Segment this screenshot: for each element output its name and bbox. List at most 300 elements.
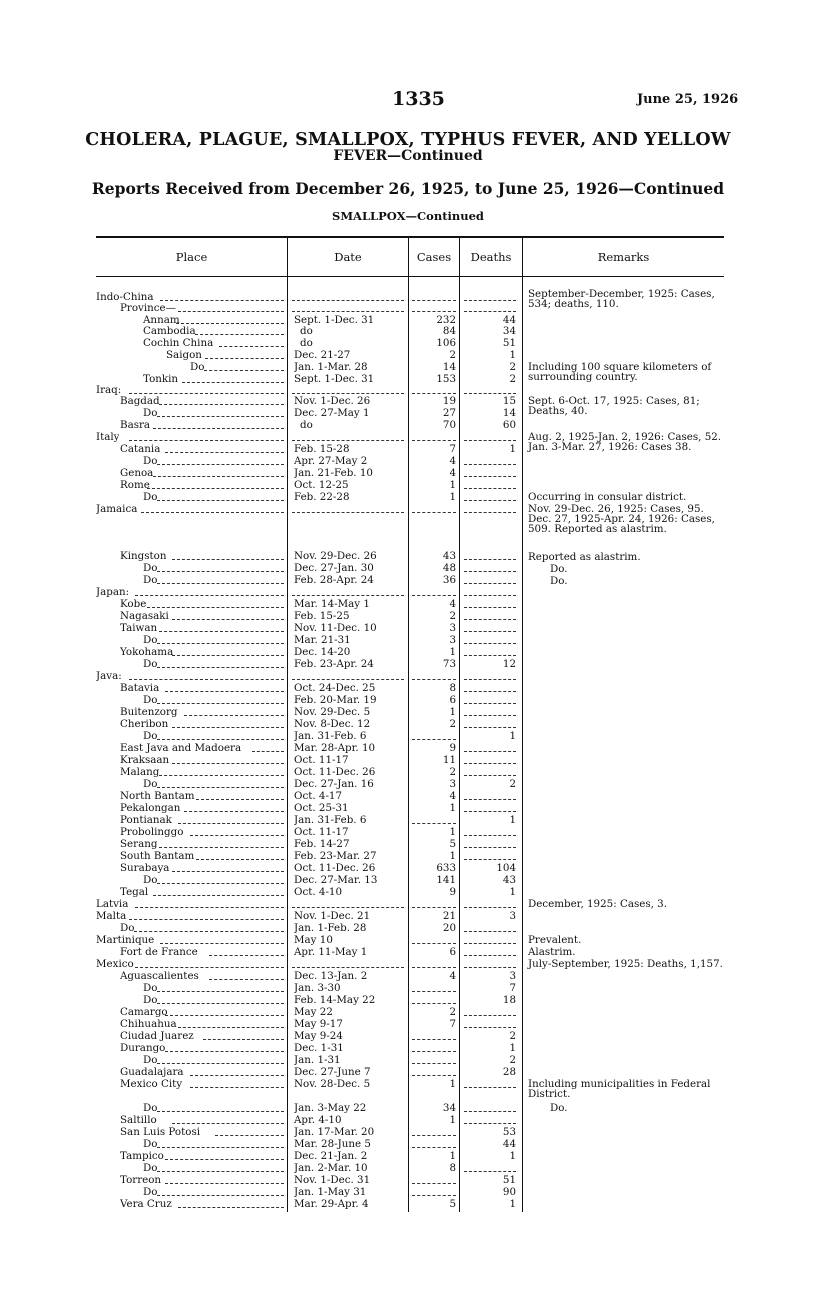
- leader-dots: [157, 703, 284, 704]
- place-cell: Genoa: [120, 468, 154, 479]
- cases-cell: 5: [449, 838, 456, 850]
- cases-cell: 20: [442, 922, 456, 934]
- cases-cell: 141: [436, 874, 456, 886]
- date-cell: Feb. 23-Apr. 24: [294, 659, 374, 670]
- cases-cell: 1: [449, 850, 456, 862]
- place-cell: Taiwan: [120, 623, 158, 634]
- place-cell: Japan:: [96, 587, 130, 598]
- header-rule: [96, 276, 724, 277]
- leader-dots: [464, 488, 516, 489]
- place-cell: Iraq:: [96, 385, 122, 396]
- deaths-cell: 43: [502, 874, 516, 886]
- leader-dots: [464, 1123, 516, 1124]
- cases-cell: 43: [442, 550, 456, 562]
- place-cell: Do: [120, 923, 135, 934]
- place-cell: Do: [143, 1055, 158, 1066]
- leader-dots: [178, 823, 284, 824]
- page-number: 1335: [392, 88, 445, 110]
- deaths-cell: 90: [502, 1186, 516, 1198]
- date-cell: May 22: [294, 1007, 333, 1018]
- place-cell: Latvia: [96, 899, 129, 910]
- leader-dots: [190, 835, 284, 836]
- leader-dots: [464, 512, 516, 513]
- leader-dots: [292, 311, 404, 312]
- leader-dots: [412, 311, 456, 312]
- place-cell: Do: [143, 695, 158, 706]
- place-cell: Cochin China: [143, 338, 214, 349]
- place-cell: Do: [143, 1139, 158, 1150]
- leader-dots: [172, 655, 284, 656]
- leader-dots: [292, 907, 404, 908]
- leader-dots: [412, 907, 456, 908]
- place-cell: Bagdad: [120, 396, 160, 407]
- leader-dots: [165, 1015, 284, 1016]
- place-cell: Basra: [120, 420, 151, 431]
- cases-cell: 70: [442, 419, 456, 431]
- leader-dots: [157, 667, 284, 668]
- remark-text: Do.: [550, 1102, 568, 1114]
- leader-dots: [195, 334, 284, 335]
- leader-dots: [190, 1075, 284, 1076]
- cases-cell: 232: [436, 314, 456, 326]
- place-cell: Do: [143, 563, 158, 574]
- leader-dots: [412, 823, 456, 824]
- leader-dots: [464, 1027, 516, 1028]
- leader-dots: [160, 300, 284, 301]
- leader-dots: [464, 571, 516, 572]
- date-cell: Dec. 13-Jan. 2: [294, 971, 368, 982]
- leader-dots: [412, 393, 456, 394]
- leader-dots: [160, 943, 284, 944]
- leader-dots: [464, 835, 516, 836]
- leader-dots: [464, 775, 516, 776]
- leader-dots: [464, 907, 516, 908]
- deaths-cell: 1: [509, 886, 516, 898]
- date-cell: Mar. 21-31: [294, 635, 351, 646]
- leader-dots: [209, 955, 284, 956]
- leader-dots: [412, 595, 456, 596]
- deaths-cell: 1: [509, 1198, 516, 1210]
- cases-cell: 2: [449, 1006, 456, 1018]
- date-cell: Oct. 12-25: [294, 480, 349, 491]
- place-cell: Rome: [120, 480, 150, 491]
- leader-dots: [464, 703, 516, 704]
- cases-cell: 2: [449, 766, 456, 778]
- place-cell: Probolinggo: [120, 827, 184, 838]
- place-cell: Do: [143, 635, 158, 646]
- leader-dots: [412, 1039, 456, 1040]
- remark-text: Including municipalities in Federal District.: [528, 1078, 711, 1100]
- date-cell: Nov. 1-Dec. 21: [294, 911, 371, 922]
- leader-dots: [412, 1195, 456, 1196]
- date-cell: Jan. 2-Mar. 10: [294, 1163, 368, 1174]
- leader-dots: [165, 691, 284, 692]
- leader-dots: [412, 943, 456, 944]
- date-cell: May 9-17: [294, 1019, 343, 1030]
- cases-cell: 9: [449, 886, 456, 898]
- date-cell: Sept. 1-Dec. 31: [294, 315, 375, 326]
- leader-dots: [292, 440, 404, 441]
- place-cell: Catania: [120, 444, 161, 455]
- place-cell: Tegal: [120, 887, 149, 898]
- leader-dots: [129, 919, 284, 920]
- leader-dots: [464, 1015, 516, 1016]
- place-cell: Do: [143, 731, 158, 742]
- cases-cell: 5: [449, 1198, 456, 1210]
- place-cell: Serang: [120, 839, 158, 850]
- date-cell: Mar. 28-June 5: [294, 1139, 371, 1150]
- cases-cell: 6: [449, 694, 456, 706]
- column-header-place: Place: [175, 250, 208, 264]
- leader-dots: [157, 583, 284, 584]
- place-cell: Java:: [96, 671, 122, 682]
- deaths-cell: 51: [502, 1174, 516, 1186]
- leader-dots: [205, 358, 284, 359]
- remark-text: Do.: [550, 575, 568, 587]
- place-cell: Do: [143, 995, 158, 1006]
- cases-cell: 73: [442, 658, 456, 670]
- place-cell: Province—: [120, 303, 176, 314]
- date-cell: Oct. 4-10: [294, 887, 343, 898]
- cases-cell: 84: [442, 325, 456, 337]
- cases-cell: 633: [436, 862, 456, 874]
- cases-cell: 3: [449, 634, 456, 646]
- place-cell: Kraksaan: [120, 755, 170, 766]
- leader-dots: [464, 859, 516, 860]
- place-cell: Guadalajara: [120, 1067, 184, 1078]
- date-cell: Feb. 15-25: [294, 611, 350, 622]
- leader-dots: [464, 476, 516, 477]
- cases-cell: 1: [449, 826, 456, 838]
- place-cell: Surabaya: [120, 863, 170, 874]
- date-cell: Oct. 11-17: [294, 755, 349, 766]
- leader-dots: [184, 811, 284, 812]
- leader-dots: [412, 1183, 456, 1184]
- leader-dots: [157, 991, 284, 992]
- date-cell: Dec. 27-Jan. 30: [294, 563, 374, 574]
- leader-dots: [464, 583, 516, 584]
- leader-dots: [464, 607, 516, 608]
- place-cell: Malta: [96, 911, 127, 922]
- place-cell: Do: [190, 362, 205, 373]
- place-cell: Do: [143, 1163, 158, 1174]
- date-cell: Feb. 15-28: [294, 444, 350, 455]
- date-cell: Jan. 3-May 22: [294, 1103, 367, 1114]
- leader-dots: [464, 393, 516, 394]
- cases-cell: 19: [442, 395, 456, 407]
- leader-dots: [157, 500, 284, 501]
- cases-cell: 4: [449, 598, 456, 610]
- remark-text: Nov. 29-Dec. 26, 1925: Cases, 95. Dec. 27, 1925-Apr. 24, 1926: Cases, 509. Reported as alastrim.: [528, 503, 715, 535]
- deaths-cell: 1: [509, 814, 516, 826]
- cases-cell: 4: [449, 467, 456, 479]
- date-cell: Jan. 31-Feb. 6: [294, 731, 367, 742]
- cases-cell: 4: [449, 790, 456, 802]
- column-header-date: Date: [334, 250, 362, 264]
- leader-dots: [464, 655, 516, 656]
- place-cell: Pekalongan: [120, 803, 181, 814]
- cases-cell: 2: [449, 718, 456, 730]
- date-cell: Jan. 17-Mar. 20: [294, 1127, 375, 1138]
- leader-dots: [464, 955, 516, 956]
- leader-dots: [412, 440, 456, 441]
- leader-dots: [141, 512, 284, 513]
- leader-dots: [157, 464, 284, 465]
- deaths-cell: 1: [509, 730, 516, 742]
- leader-dots: [157, 571, 284, 572]
- remark-text: Including 100 square kilometers of surrounding country.: [528, 361, 712, 383]
- deaths-cell: 18: [502, 994, 516, 1006]
- leader-dots: [464, 679, 516, 680]
- leader-dots: [464, 751, 516, 752]
- date-cell: Jan. 1-May 31: [294, 1187, 367, 1198]
- leader-dots: [176, 323, 284, 324]
- cases-cell: 8: [449, 682, 456, 694]
- deaths-cell: 53: [502, 1126, 516, 1138]
- deaths-cell: 2: [509, 373, 516, 385]
- leader-dots: [178, 311, 284, 312]
- cases-cell: 34: [442, 1102, 456, 1114]
- deaths-cell: 28: [502, 1066, 516, 1078]
- leader-dots: [203, 1039, 284, 1040]
- cases-cell: 6: [449, 946, 456, 958]
- date-cell: Apr. 27-May 2: [294, 456, 368, 467]
- leader-dots: [464, 1171, 516, 1172]
- date-cell: Feb. 28-Apr. 24: [294, 575, 374, 586]
- leader-dots: [135, 967, 284, 968]
- cases-cell: 1: [449, 491, 456, 503]
- place-cell: Cambodia: [143, 326, 196, 337]
- place-cell: Do: [143, 408, 158, 419]
- cases-cell: 1: [449, 802, 456, 814]
- leader-dots: [464, 300, 516, 301]
- date-cell: Mar. 28-Apr. 10: [294, 743, 376, 754]
- deaths-cell: 1: [509, 443, 516, 455]
- leader-dots: [134, 931, 284, 932]
- deaths-cell: 3: [509, 970, 516, 982]
- deaths-cell: 104: [496, 862, 516, 874]
- date-cell: Nov. 8-Dec. 12: [294, 719, 371, 730]
- date-cell: Feb. 20-Mar. 19: [294, 695, 377, 706]
- cases-cell: 2: [449, 349, 456, 361]
- date-cell: Dec. 21-Jan. 2: [294, 1151, 368, 1162]
- place-cell: Tonkin: [143, 374, 179, 385]
- place-cell: Chihuahua: [120, 1019, 177, 1030]
- leader-dots: [464, 595, 516, 596]
- leader-dots: [157, 416, 284, 417]
- cases-cell: 7: [449, 443, 456, 455]
- place-cell: San Luis Potosi: [120, 1127, 201, 1138]
- date-cell: Nov. 29-Dec. 5: [294, 707, 371, 718]
- date-cell: Nov. 11-Dec. 10: [294, 623, 377, 634]
- place-cell: Kingston: [120, 551, 167, 562]
- cases-cell: 27: [442, 407, 456, 419]
- cases-cell: 7: [449, 1018, 456, 1030]
- place-cell: Nagasaki: [120, 611, 169, 622]
- leader-dots: [157, 1171, 284, 1172]
- column-header-cases: Cases: [416, 250, 452, 264]
- date-cell: Oct. 11-Dec. 26: [294, 767, 376, 778]
- leader-dots: [135, 595, 284, 596]
- remark-text: September-December, 1925: Cases, 534; deaths, 110.: [528, 288, 715, 310]
- leader-dots: [135, 907, 284, 908]
- date-cell: Nov. 28-Dec. 5: [294, 1079, 371, 1090]
- deaths-cell: 7: [509, 982, 516, 994]
- deaths-cell: 51: [502, 337, 516, 349]
- leader-dots: [209, 979, 284, 980]
- deaths-cell: 1: [509, 1042, 516, 1054]
- deaths-cell: 12: [502, 658, 516, 670]
- place-cell: North Bantam: [120, 791, 195, 802]
- date-cell: do: [300, 326, 313, 337]
- column-divider: [522, 237, 523, 1212]
- leader-dots: [157, 787, 284, 788]
- leader-dots: [412, 967, 456, 968]
- deaths-cell: 44: [502, 1138, 516, 1150]
- remark-text: Alastrim.: [528, 946, 576, 958]
- place-cell: South Bantam: [120, 851, 195, 862]
- place-cell: Fort de France: [120, 947, 198, 958]
- cases-cell: 11: [442, 754, 456, 766]
- deaths-cell: 2: [509, 361, 516, 373]
- remark-text: Do.: [550, 563, 568, 575]
- place-cell: Tampico: [120, 1151, 164, 1162]
- leader-dots: [412, 991, 456, 992]
- leader-dots: [252, 751, 284, 752]
- leader-dots: [157, 1063, 284, 1064]
- leader-dots: [464, 631, 516, 632]
- leader-dots: [215, 1135, 284, 1136]
- place-cell: Ciudad Juarez: [120, 1031, 194, 1042]
- cases-cell: 4: [449, 970, 456, 982]
- place-cell: Cheribon: [120, 719, 169, 730]
- leader-dots: [184, 715, 284, 716]
- leader-dots: [159, 631, 284, 632]
- place-cell: Annam: [143, 315, 180, 326]
- cases-cell: 1: [449, 479, 456, 491]
- place-cell: Do: [143, 1187, 158, 1198]
- date-cell: Apr. 4-10: [294, 1115, 342, 1126]
- leader-dots: [178, 1207, 284, 1208]
- date-cell: Jan. 31-Feb. 6: [294, 815, 367, 826]
- leader-dots: [464, 643, 516, 644]
- leader-dots: [165, 1183, 284, 1184]
- deaths-cell: 60: [502, 419, 516, 431]
- leader-dots: [292, 967, 404, 968]
- leader-dots: [153, 428, 284, 429]
- leader-dots: [157, 883, 284, 884]
- leader-dots: [464, 1087, 516, 1088]
- leader-dots: [182, 382, 284, 383]
- place-cell: Batavia: [120, 683, 160, 694]
- leader-dots: [412, 300, 456, 301]
- place-cell: Italy: [96, 432, 120, 443]
- leader-dots: [464, 500, 516, 501]
- date-cell: do: [300, 420, 313, 431]
- leader-dots: [196, 859, 284, 860]
- remark-text: Occurring in consular district.: [528, 491, 687, 503]
- cases-cell: 1: [449, 1078, 456, 1090]
- deaths-cell: 3: [509, 910, 516, 922]
- leader-dots: [172, 559, 284, 560]
- date-cell: Oct. 25-31: [294, 803, 349, 814]
- date-cell: May 9-24: [294, 1031, 343, 1042]
- leader-dots: [412, 739, 456, 740]
- page-date: June 25, 1926: [637, 92, 739, 107]
- table-top-rule: [96, 236, 724, 238]
- leader-dots: [464, 763, 516, 764]
- remark-text: Sept. 6-Oct. 17, 1925: Cases, 81; Deaths, 40.: [528, 395, 700, 417]
- title-line-2: FEVER—Continued: [333, 148, 483, 164]
- report-subtitle: Reports Received from December 26, 1925, to June 25, 1926—Continued: [91, 179, 725, 198]
- date-cell: Jan. 3-30: [294, 983, 341, 994]
- date-cell: Oct. 24-Dec. 25: [294, 683, 376, 694]
- leader-dots: [412, 1063, 456, 1064]
- date-cell: Dec. 27-May 1: [294, 408, 370, 419]
- date-cell: Oct. 11-Dec. 26: [294, 863, 376, 874]
- date-cell: Oct. 4-17: [294, 791, 343, 802]
- leader-dots: [172, 871, 284, 872]
- place-cell: Do: [143, 1103, 158, 1114]
- date-cell: Feb. 14-27: [294, 839, 350, 850]
- leader-dots: [159, 775, 284, 776]
- date-cell: Feb. 22-28: [294, 492, 350, 503]
- date-cell: Jan. 21-Feb. 10: [294, 468, 373, 479]
- leader-dots: [129, 393, 284, 394]
- place-cell: Do: [143, 875, 158, 886]
- remark-text: Aug. 2, 1925-Jan. 2, 1926: Cases, 52. Jan. 3-Mar. 27, 1926: Cases 38.: [528, 431, 722, 453]
- place-cell: Saltillo: [120, 1115, 157, 1126]
- leader-dots: [464, 811, 516, 812]
- place-cell: Do: [143, 575, 158, 586]
- cases-cell: 4: [449, 455, 456, 467]
- column-divider: [408, 237, 409, 1212]
- cases-cell: 8: [449, 1162, 456, 1174]
- leader-dots: [412, 1147, 456, 1148]
- leader-dots: [464, 311, 516, 312]
- cases-cell: 106: [436, 337, 456, 349]
- place-cell: Vera Cruz: [120, 1199, 172, 1210]
- place-cell: Mexico: [96, 959, 134, 970]
- cases-cell: 9: [449, 742, 456, 754]
- date-cell: Jan. 1-Mar. 28: [294, 362, 368, 373]
- leader-dots: [178, 1027, 284, 1028]
- date-cell: Jan. 1-Feb. 28: [294, 923, 367, 934]
- deaths-cell: 2: [509, 778, 516, 790]
- column-header-deaths: Deaths: [470, 250, 512, 264]
- deaths-cell: 15: [502, 395, 516, 407]
- deaths-cell: 2: [509, 1030, 516, 1042]
- leader-dots: [172, 619, 284, 620]
- leader-dots: [157, 739, 284, 740]
- place-cell: Yokohama: [120, 647, 174, 658]
- place-cell: East Java and Madoera: [120, 743, 242, 754]
- place-cell: Buitenzorg: [120, 707, 178, 718]
- deaths-cell: 1: [509, 1150, 516, 1162]
- leader-dots: [292, 679, 404, 680]
- cases-cell: 1: [449, 646, 456, 658]
- date-cell: Nov. 1-Dec. 31: [294, 1175, 371, 1186]
- section-title: SMALLPOX—Continued: [332, 209, 484, 223]
- leader-dots: [147, 488, 284, 489]
- cases-cell: 3: [449, 622, 456, 634]
- leader-dots: [292, 393, 404, 394]
- date-cell: Dec. 14-20: [294, 647, 351, 658]
- leader-dots: [157, 1147, 284, 1148]
- leader-dots: [464, 967, 516, 968]
- date-cell: Apr. 11-May 1: [294, 947, 368, 958]
- leader-dots: [165, 452, 284, 453]
